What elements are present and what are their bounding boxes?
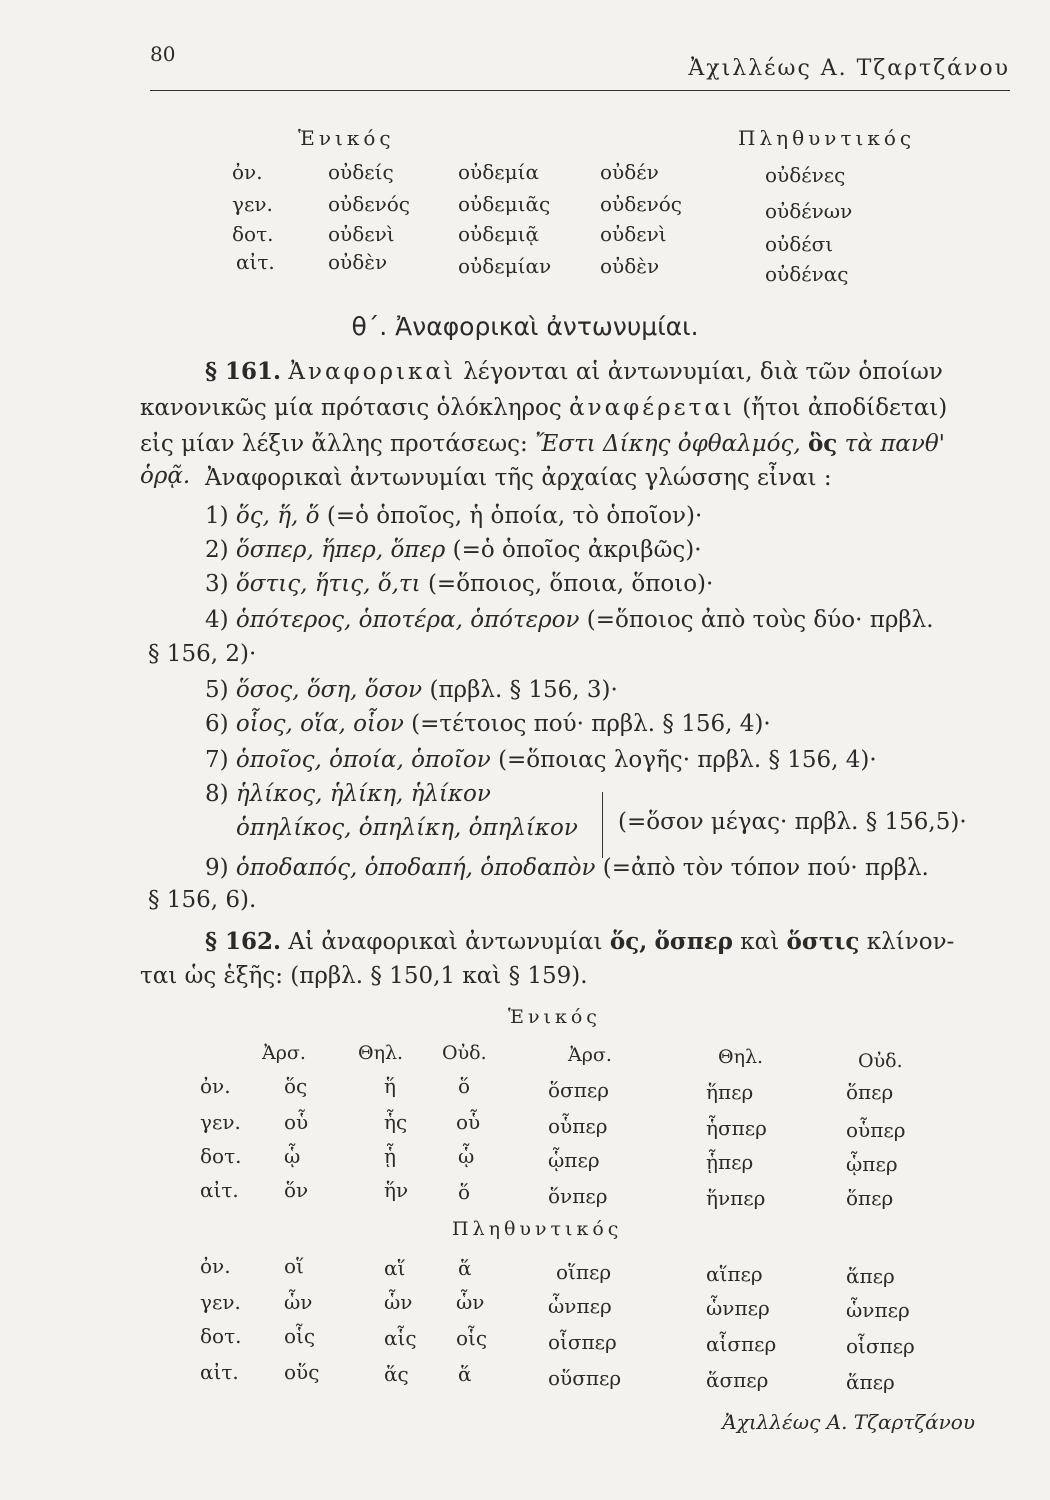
- list-item: [205, 604, 1050, 636]
- item-gloss: (=ὅποιος ἀπὸ τοὺς δύο· πρβλ.: [586, 607, 934, 633]
- table-cell: οὕσπερ: [548, 1366, 622, 1390]
- item-number: 5): [205, 677, 229, 703]
- plural-label: Πληθυντικός: [738, 126, 916, 150]
- spaced-term: Ἀναφορικαὶ: [288, 359, 456, 385]
- table-cell: οὐδεμία: [458, 160, 539, 184]
- author-signature: Ἀχιλλέως Α. Τζαρτζάνου: [722, 1410, 975, 1434]
- emphasized-pronoun: ὅς,: [609, 928, 648, 955]
- table-cell: οἵ: [284, 1254, 304, 1278]
- text-run: Αἱ ἀναφορικαὶ ἀντωνυμίαι: [288, 929, 603, 955]
- text-line: [140, 392, 1000, 424]
- table-cell: οὐδένες: [765, 163, 846, 187]
- item-gloss: (=ἀπὸ τὸν τόπον πού· πρβλ.: [602, 855, 929, 881]
- table-cell: οἷς: [284, 1324, 316, 1348]
- list-item: [205, 708, 1050, 740]
- singular-label: Ἑνικός: [508, 1006, 601, 1028]
- text-line: Ἀναφορικαὶ ἀντωνυμίαι τῆς ἀρχαίας γλώσσης εἶναι :: [205, 465, 832, 491]
- page-number: 80: [150, 42, 176, 66]
- item-number: 6): [205, 711, 229, 737]
- item-forms: ἡλίκος, ἡλίκη, ἡλίκον: [235, 781, 491, 807]
- item-gloss: (=ὁ ὁποῖος ἀκριβῶς)·: [452, 537, 702, 563]
- table-cell: ἅπερ: [846, 1370, 895, 1394]
- item-gloss: (=ὅποιος, ὅποια, ὅποιο)·: [427, 571, 714, 597]
- item-forms: ὁπότερος, ὁποτέρα, ὁπότερον: [235, 607, 580, 633]
- text-line: ται ὡς ἑξῆς: (πρβλ. § 150,1 καὶ § 159).: [140, 963, 588, 989]
- table-cell: ᾗ: [384, 1144, 396, 1168]
- item-number: 3): [205, 571, 229, 597]
- column-header: Ἀρσ.: [568, 1044, 612, 1066]
- case-label: δοτ.: [232, 222, 274, 246]
- list-item-gloss: [618, 806, 1008, 838]
- table-cell: οὐδέν: [600, 160, 659, 184]
- item-forms: ὅσπερ, ἥπερ, ὅπερ: [235, 537, 446, 563]
- item-number: 9): [205, 855, 229, 881]
- table-cell: οὐδενός: [600, 192, 683, 216]
- item-gloss: (πρβλ. § 156, 3)·: [429, 677, 618, 703]
- table-cell: ᾧπερ: [548, 1148, 600, 1172]
- table-cell: ᾧ: [284, 1144, 301, 1168]
- column-header: Θηλ.: [718, 1046, 764, 1068]
- table-cell: οὐδένων: [765, 199, 853, 223]
- item-gloss: (=τέτοιος πού· πρβλ. § 156, 4)·: [411, 711, 771, 737]
- item-number: 1): [205, 503, 229, 529]
- table-cell: ὅν: [284, 1178, 309, 1202]
- table-cell: ἅς: [384, 1362, 409, 1386]
- table-cell: ὅνπερ: [548, 1184, 608, 1208]
- spaced-term: ἀναφέρεται: [569, 395, 735, 421]
- table-cell: οὐδενὶ: [328, 222, 395, 246]
- table-cell: ἅ: [458, 1256, 472, 1280]
- table-cell: ἧς: [384, 1110, 408, 1134]
- quote-text: τὰ πανθ' ὁρᾷ.: [140, 431, 945, 489]
- section-number: § 161.: [205, 358, 282, 385]
- item-number: 2): [205, 537, 229, 563]
- table-cell: αἷσπερ: [706, 1332, 777, 1356]
- case-label: ὀν.: [232, 160, 263, 184]
- case-label: δοτ.: [200, 1324, 242, 1348]
- table-cell: ὧνπερ: [548, 1294, 612, 1318]
- item-forms: ὁποδαπός, ὁποδαπή, ὁποδαπὸν: [235, 855, 596, 881]
- table-cell: οὐδὲν: [600, 254, 660, 278]
- item-number: 8): [205, 781, 229, 807]
- item-forms: ὅς, ἥ, ὅ: [235, 503, 320, 529]
- item-forms: ὅσος, ὅση, ὅσον: [235, 677, 423, 703]
- item-forms: οἷος, οἵα, οἷον: [235, 711, 404, 737]
- table-cell: ἥνπερ: [706, 1186, 766, 1210]
- item-gloss: (=ὁ ὁποῖος, ἡ ὁποία, τὸ ὁποῖον)·: [326, 503, 703, 529]
- table-cell: ὅ: [458, 1074, 471, 1098]
- table-cell: ἥ: [384, 1074, 396, 1098]
- case-label: αἰτ.: [200, 1360, 239, 1384]
- table-cell: ὅπερ: [846, 1186, 894, 1210]
- grouping-brace: [594, 792, 603, 858]
- singular-label: Ἑνικός: [298, 126, 395, 150]
- item-forms: ὅστις, ἥτις, ὅ,τι: [235, 571, 421, 597]
- table-cell: ὅ: [458, 1180, 471, 1204]
- case-label: αἰτ.: [200, 1178, 239, 1202]
- column-header: Οὐδ.: [858, 1050, 903, 1072]
- table-cell: ᾧ: [458, 1144, 475, 1168]
- item-number: 7): [205, 747, 229, 773]
- table-cell: ἅπερ: [846, 1264, 895, 1288]
- table-cell: ὅς: [284, 1074, 308, 1098]
- table-cell: οὗ: [456, 1110, 481, 1134]
- column-header: Ἀρσ.: [262, 1042, 306, 1064]
- table-cell: οὕς: [284, 1360, 320, 1384]
- table-cell: ἅσπερ: [706, 1368, 769, 1392]
- table-cell: οὐδέσι: [765, 232, 834, 256]
- case-label: αἰτ.: [236, 250, 275, 274]
- item-gloss: § 156, 2)·: [148, 641, 257, 667]
- table-cell: οὐδενὶ: [600, 222, 667, 246]
- table-cell: οἷσπερ: [548, 1330, 617, 1354]
- item-gloss: (=ὅσον μέγας· πρβλ. § 156,5)·: [618, 809, 967, 835]
- item-number: 4): [205, 607, 229, 633]
- table-cell: οὐδένας: [765, 262, 849, 286]
- table-cell: ἥπερ: [706, 1080, 754, 1104]
- list-item: [205, 568, 1050, 600]
- text-line: [205, 926, 1005, 958]
- table-cell: οὐδεμιᾷ: [458, 222, 539, 246]
- text-run: λέγονται αἱ ἀντωνυμίαι, διὰ τῶν ὁποίων: [463, 359, 943, 385]
- list-item: [205, 534, 1050, 566]
- table-cell: ἧσπερ: [706, 1116, 767, 1140]
- emphasized-pronoun: ὃς: [807, 430, 838, 457]
- table-cell: ᾧπερ: [846, 1152, 898, 1176]
- table-cell: οὐδεμιᾶς: [458, 192, 551, 216]
- list-item: [205, 744, 1050, 776]
- text-run: κανονικῶς μία πρότασις ὁλόκληρος: [140, 395, 562, 421]
- emphasized-pronoun: ὅστις: [786, 928, 860, 955]
- case-label: ὀν.: [200, 1074, 231, 1098]
- table-cell: οὗπερ: [548, 1114, 608, 1138]
- quote-text: Ἔστι Δίκης ὀφθαλμός,: [535, 431, 801, 457]
- item-gloss: (=ὅποιας λογῆς· πρβλ. § 156, 4)·: [498, 747, 877, 773]
- table-cell: οὗπερ: [846, 1118, 906, 1142]
- item-forms: ὁποῖος, ὁποία, ὁποῖον: [235, 747, 491, 773]
- list-item: [205, 500, 1050, 532]
- item-forms: ὁπηλίκος, ὁπηλίκη, ὁπηλίκον: [236, 815, 578, 841]
- table-cell: αἷς: [384, 1326, 417, 1350]
- text-run: κλίνον-: [866, 929, 955, 955]
- section-number: § 162.: [205, 928, 282, 955]
- table-cell: ἥν: [384, 1178, 409, 1202]
- table-cell: ᾗπερ: [706, 1150, 754, 1174]
- table-cell: οὗ: [284, 1110, 309, 1134]
- table-cell: ὅπερ: [846, 1080, 894, 1104]
- text-run: εἰς μίαν λέξιν ἄλλης προτάσεως:: [140, 431, 528, 457]
- text-line: [205, 356, 1005, 388]
- table-cell: ὧνπερ: [706, 1296, 770, 1320]
- table-cell: ὧν: [384, 1290, 413, 1314]
- table-cell: οἵπερ: [556, 1260, 612, 1284]
- section-heading: θ΄. Ἀναφορικαὶ ἀντωνυμίαι.: [351, 312, 699, 341]
- table-cell: ὧνπερ: [846, 1298, 910, 1322]
- table-cell: οὐδείς: [328, 160, 394, 184]
- emphasized-pronoun: ὅσπερ: [654, 928, 733, 955]
- list-item: [205, 674, 1050, 706]
- case-label: γεν.: [200, 1110, 241, 1134]
- list-item-continuation: [148, 638, 1008, 670]
- plural-label: Πληθυντικός: [452, 1218, 623, 1240]
- table-cell: οὐδὲν: [328, 250, 388, 274]
- running-title: Ἀχιλλέως Α. Τζαρτζάνου: [688, 56, 1010, 81]
- case-label: ὀν.: [200, 1254, 231, 1278]
- table-cell: ὧν: [284, 1290, 313, 1314]
- table-cell: οὐδεμίαν: [458, 254, 552, 278]
- table-cell: αἵ: [384, 1256, 406, 1280]
- column-header: Οὐδ.: [442, 1042, 487, 1064]
- header-rule: [150, 90, 1010, 91]
- table-cell: αἵπερ: [706, 1262, 763, 1286]
- table-cell: ὅσπερ: [548, 1078, 609, 1102]
- text-run: (ἤτοι ἀποδίδεται): [742, 395, 948, 421]
- item-gloss: § 156, 6).: [148, 887, 257, 913]
- case-label: γεν.: [232, 192, 273, 216]
- table-cell: ἅ: [458, 1362, 472, 1386]
- table-cell: οὐδενός: [328, 192, 411, 216]
- text-run: καὶ: [740, 929, 780, 955]
- list-item-continuation: [148, 884, 1008, 916]
- table-cell: οἷς: [456, 1326, 488, 1350]
- table-cell: οἷσπερ: [846, 1334, 915, 1358]
- page-header: [150, 40, 1010, 92]
- list-item: [205, 852, 1050, 884]
- column-header: Θηλ.: [358, 1042, 404, 1064]
- case-label: γεν.: [200, 1290, 241, 1314]
- table-cell: ὧν: [456, 1290, 485, 1314]
- case-label: δοτ.: [200, 1144, 242, 1168]
